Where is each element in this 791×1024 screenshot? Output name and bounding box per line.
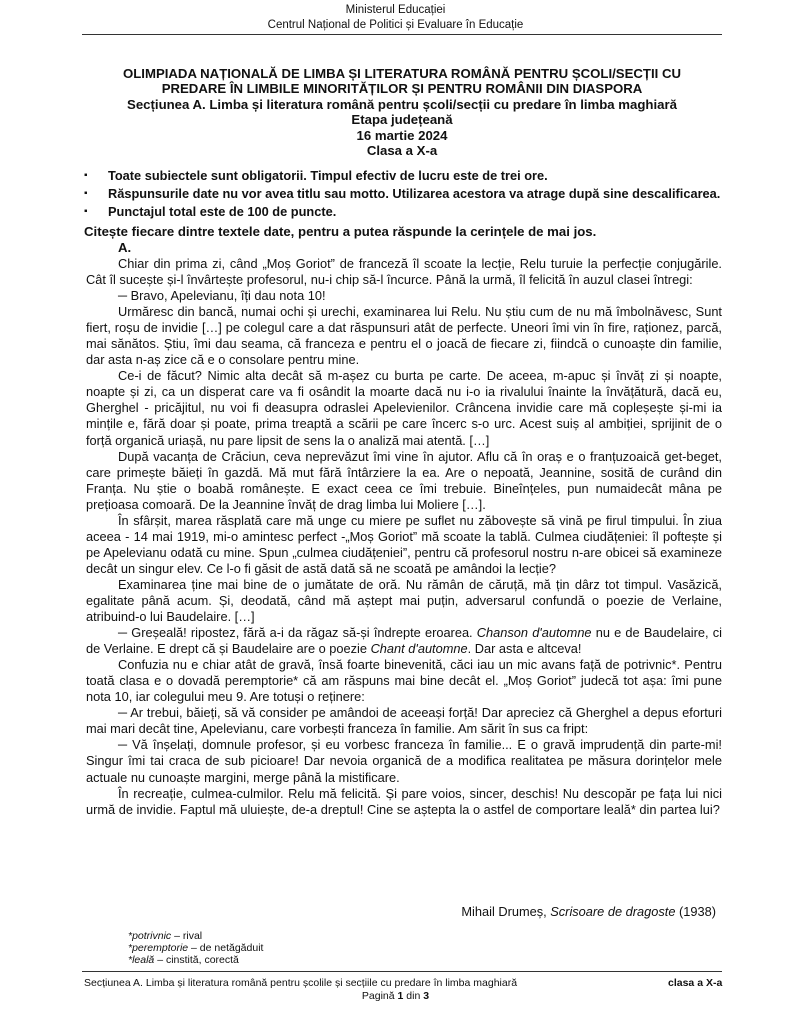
footer-grade: clasa a X-a	[668, 977, 723, 989]
text-source	[86, 904, 716, 920]
work-title: Scrisoare de dragoste	[550, 904, 676, 919]
stage-label: Etapa județeană	[351, 112, 453, 127]
center-name: Centrul Național de Politici și Evaluare în Educație	[267, 19, 524, 31]
rule-item: ▪ Punctajul total este de 100 de puncte.	[82, 203, 732, 221]
author-name: Mihail Drumeș,	[461, 904, 551, 919]
paragraph: După vacanța de Crăciun, ceva neprevăzut îmi vine în ajutor. Aflu că în oraș e o franțuzoaică get-beget, care primește băieți în gazdă. Mă mut fără întârziere la ea. Are o nepoată, Jeannine, sosită de curând din Franța. Nu știe o boabă românește. E exact ceea ce îmi trebuie. Bineînțeles, pun numaidecât mâna pe prețioasa comoară. De la Jeannine învăț de drag limba lui Moliere […].	[86, 448, 722, 512]
paragraph: În recreație, culmea-culmilor. Relu mă felicită. Și pare voios, sincer, deschis! Nu descopăr pe fața lui nici urmă de invidie. Faptul mă uluiește, de-a dreptul! Cine se aștepta la o astfel de comportare leală* din partea lui?	[86, 785, 722, 817]
paragraph: Ce-i de făcut? Nimic alta decât să m-așez cu burta pe carte. De aceea, m-apuc și învăț zi și noapte, noapte și zi, ca un disperat care va fi osândit la moarte dacă nu i-o ia rivalului înainte la învățătură, dacă eu, Gherghel - pricăjitul, nu voi fi deasupra odraslei Apelevienilor. Crâncena invidie care mă copleșește și-mi ia mințile e, fără doar și poate, prima treaptă a scării pe care încerc s-o urc. Acest suiș al ambiției, sprijinit de o forță organică uriașă, nu pare lipsit de sens la o analiză mai atentă. […]	[86, 368, 722, 448]
grade-label: Clasa a X-a	[366, 143, 438, 158]
rule-item: ▪ Răspunsurile date nu vor avea titlu sau motto. Utilizarea acestora va atrage după sine descalificarea.	[82, 185, 732, 203]
ministry-name: Ministerul Educației	[345, 4, 446, 16]
glossary-definition: – de netăgăduit	[188, 942, 264, 954]
exam-rules-list	[82, 167, 732, 221]
dialogue-line: ─ Bravo, Apelevianu, îți dau nota 10!	[118, 288, 326, 304]
dialogue-text: . Dar asta e altceva!	[467, 641, 582, 657]
glossary-note	[128, 930, 263, 942]
paragraph: Chiar din prima zi, când „Moș Goriot” de franceză îl scoate la lecție, Relu turuie la perfecție conjugările. Cât îl sucește și-l învârtește profesorul, nu-i chip să-l încurce. Până la urmă, îl felicită în auzul clasei întregi:	[86, 256, 722, 288]
glossary-definition: – cinstită, corectă	[154, 954, 239, 966]
section-title: Secțiunea A. Limba și literatura română pentru școli/secții cu predare în limba maghiară	[127, 97, 677, 112]
page-number: 1	[397, 990, 404, 1002]
olympiad-title-line-2: PREDARE ÎN LIMBILE MINORITĂȚILOR ȘI PENTRU ROMÂNII DIN DIASPORA	[161, 81, 643, 96]
poem-title: Chanson d'automne	[476, 625, 592, 641]
page-total: 3	[423, 990, 430, 1002]
glossary-note	[128, 942, 263, 954]
dialogue-line	[86, 625, 722, 657]
paragraph: În sfârșit, marea răsplată care mă unge cu miere pe suflet nu zăbovește să vină pe firul timpului. În ziua aceea - 14 mai 1919, mi-o amintesc perfect -„Moș Goriot” mă scoate la tablă. Culmea ciudățeniei: îl poftește și pe Apelevianu odată cu mine. Spun „culmea ciudățeniei”, pentru că profesorul nostru n-are obicei să examineze decât un singur elev. Ce l-o fi găsit de astă dată să ne scoată pe amândoi la lecție?	[86, 512, 722, 576]
dialogue-text: nu e de Baudelaire, ci de Verlaine. E drept că și Baudelaire are o poezie	[86, 625, 722, 657]
literary-text	[86, 256, 722, 818]
glossary-notes	[128, 930, 263, 966]
glossary-term: *potrivnic	[128, 930, 172, 942]
text-section-label: A.	[118, 240, 132, 255]
glossary-definition: – rival	[171, 930, 203, 942]
glossary-term: *peremptorie	[128, 942, 189, 954]
paragraph: Urmăresc din bancă, numai ochi și urechi, examinarea lui Relu. Nu știu cum de nu mă îmbolnăvesc, Sunt fiert, roșu de invidie […] pe colegul care a dat răspunsuri atât de perfecte. Uneori îmi vin în fire, raționez, parcă, mai sănătos. Știu, îmi dau seama, că franceza e pentru el o joacă de fiecare zi, fiindcă o cunoaște din familie, dar asta n-aș zice că e o consolare pentru mine.	[86, 304, 722, 368]
page-indicator	[0, 990, 791, 1002]
footer-section-text: Secțiunea A. Limba și literatura română pentru școlile și secțiile cu predare în limba maghiară	[84, 977, 518, 989]
reading-instruction: Citește fiecare dintre textele date, pentru a putea răspunde la cerințele de mai jos.	[84, 224, 597, 239]
dialogue-line: ─ Ar trebui, băieți, să vă consider pe amândoi de aceeași forță! Dar apreciez că Gherghel a depus eforturi mai mari decât tine, Apelevianu, care vorbești franceza în familie. Am sărit în sus ca fript:	[86, 705, 722, 737]
glossary-note	[128, 954, 263, 966]
exam-date: 16 martie 2024	[356, 128, 448, 143]
header-divider	[82, 34, 722, 35]
rule-item: ▪ Toate subiectele sunt obligatorii. Timpul efectiv de lucru este de trei ore.	[82, 167, 732, 185]
page-prefix: Pagină	[361, 990, 398, 1002]
poem-title: Chant d'automne	[370, 641, 468, 657]
glossary-term: *leală	[128, 954, 155, 966]
dialogue-line: ─ Vă înșelați, domnule profesor, și eu vorbesc franceza în familie... E o gravă imprudență din parte-mi! Singur îmi tai craca de sub picioare! Dar nevoia organică de a modifica realitatea pe măsura dorințelor mele actuale nu cunoaște margini, merge până la mistificare.	[86, 737, 722, 785]
publication-year: (1938)	[675, 904, 716, 919]
dialogue-text: ─ Greșeală! ripostez, fără a-i da răgaz să-și îndrepte eroarea.	[118, 625, 477, 641]
olympiad-title-line-1: OLIMPIADA NAȚIONALĂ DE LIMBA ȘI LITERATURA ROMÂNĂ PENTRU ȘCOLI/SECȚII CU	[122, 66, 681, 81]
page-separator: din	[403, 990, 424, 1002]
footer-divider	[82, 971, 722, 972]
paragraph: Confuzia nu e chiar atât de gravă, însă foarte binevenită, căci iau un mic avans față de potrivnic*. Pentru toată clasa e o dovadă peremptorie* că am răspuns mai bine decât el. „Moș Goriot” judecă tot așa: îmi pune nota 10, iar colegului meu 9. Are totuși o reținere:	[86, 657, 722, 705]
paragraph: Examinarea ține mai bine de o jumătate de oră. Nu rămân de căruță, mă țin dârz tot timpul. Vasăzică, egalitate până acum. Și, deodată, când mă aștept mai puțin, adversarul confundă o poezie de Verlaine, atribuind-o lui Baudelaire. […]	[86, 576, 722, 625]
